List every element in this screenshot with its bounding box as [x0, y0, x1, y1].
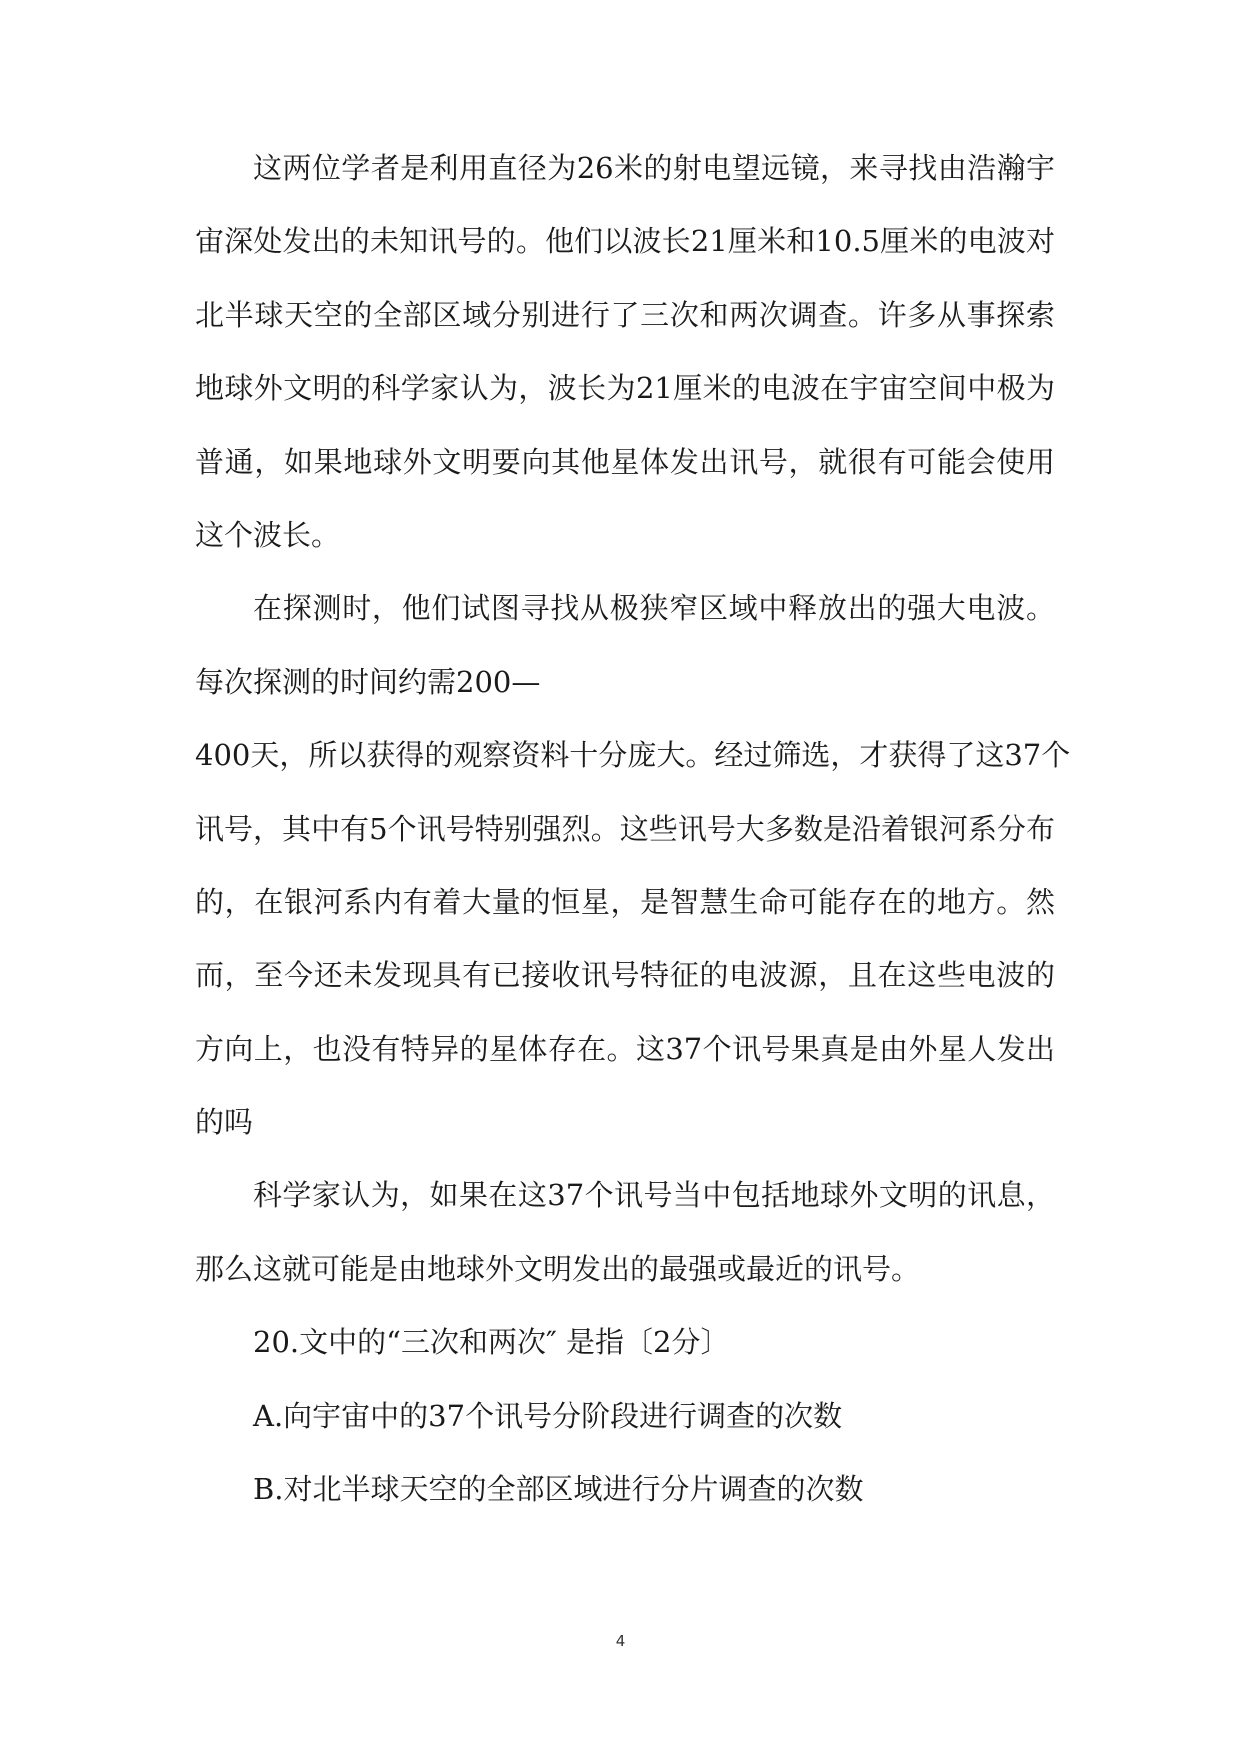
paragraph-1 [195, 148, 1055, 555]
text-line: 科学家认为，如果在这37个讯号当中包括地球外文明的讯息， [253, 1178, 1055, 1213]
paragraph-3 [195, 1175, 1055, 1288]
text-line: 地球外文明的科学家认为，波长为21厘米的电波在宇宙空间中极为 [195, 371, 1055, 406]
text-line: 北半球天空的全部区域分别进行了三次和两次调查。许多从事探索 [195, 297, 1055, 332]
text-line: 方向上，也没有特异的星体存在。这37个讯号果真是由外星人发出 [195, 1031, 1055, 1066]
option-b: B.对北半球天空的全部区域进行分片调查的次数 [253, 1472, 864, 1507]
page-number: 4 [615, 1632, 626, 1650]
option-a: A.向宇宙中的37个讯号分阶段进行调查的次数 [253, 1398, 843, 1433]
question-stem: 20.文中的“三次和两次″ 是指〔2分〕 [253, 1325, 730, 1360]
paragraph-2 [195, 588, 1071, 1142]
question-20 [195, 1322, 1055, 1509]
text-line: 在探测时，他们试图寻找从极狭窄区域中释放出的强大电波。 [253, 591, 1055, 626]
text-line: 而，至今还未发现具有已接收讯号特征的电波源，且在这些电波的 [195, 958, 1055, 993]
text-line: 讯号，其中有5个讯号特别强烈。这些讯号大多数是沿着银河系分布 [195, 811, 1055, 846]
text-line: 的吗 [195, 1105, 254, 1140]
text-line: 这个波长。 [195, 517, 341, 552]
text-line: 普通，如果地球外文明要向其他星体发出讯号，就很有可能会使用 [195, 444, 1055, 479]
text-line: 那么这就可能是由地球外文明发出的最强或最近的讯号。 [195, 1251, 921, 1286]
text-line: 宙深处发出的未知讯号的。他们以波长21厘米和10.5厘米的电波对 [195, 224, 1055, 259]
article-body [195, 148, 1071, 1542]
text-line: 的，在银河系内有着大量的恒星，是智慧生命可能存在的地方。然 [195, 884, 1055, 919]
text-line: 每次探测的时间约需200— [195, 664, 541, 699]
text-line: 400天，所以获得的观察资料十分庞大。经过筛选，才获得了这37个 [195, 738, 1071, 773]
text-line: 这两位学者是利用直径为26米的射电望远镜，来寻找由浩瀚宇 [253, 151, 1055, 185]
